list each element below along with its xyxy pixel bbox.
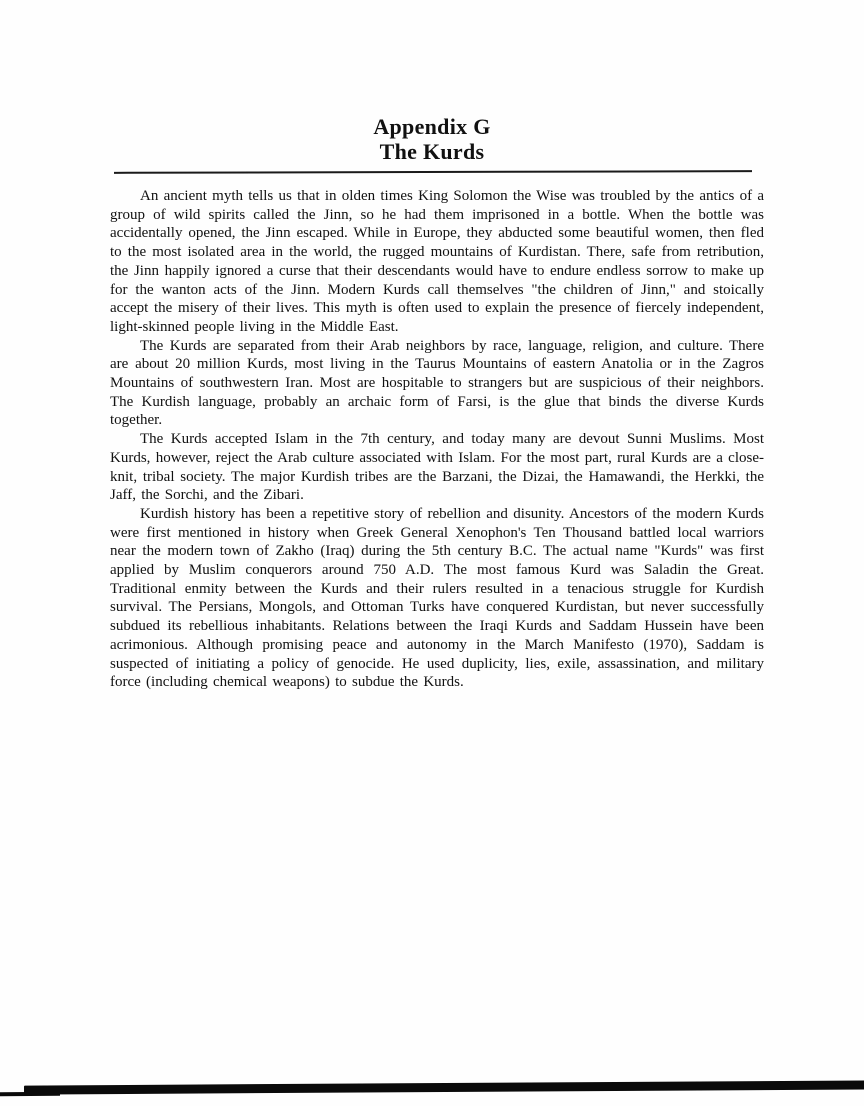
document-body	[110, 187, 764, 692]
appendix-heading: Appendix G	[373, 114, 491, 139]
appendix-subheading: The Kurds	[379, 139, 485, 164]
paragraph-islam-tribes: The Kurds accepted Islam in the 7th century, and today many are devout Sunni Muslims. Most Kurds, however, reject the Arab culture associated with Islam. For the most part, rural Kurds are a close-knit, tribal society. The major Kurdish tribes are the Barzani, the Dizai, the Hamawandi, the Herkki, the Jaff, the Sorchi, and the Zibari.	[110, 431, 764, 504]
page-bottom-scan-bar	[24, 1080, 864, 1094]
title-block	[0, 0, 864, 164]
title-divider-line	[114, 170, 752, 174]
paragraph-separation: The Kurds are separated from their Arab neighbors by race, language, religion, and culture. There are about 20 million Kurds, most living in the Taurus Mountains of eastern Anatolia or in the Zagros Mountains of southwestern Iran. Most are hospitable to strangers but are suspicious of their neighbors. The Kurdish language, probably an archaic form of Farsi, is the glue that binds the diverse Kurds together.	[110, 337, 764, 429]
paragraph-history: Kurdish history has been a repetitive story of rebellion and disunity. Ancestors of the modern Kurds were first mentioned in history when Greek General Xenophon's Ten Thousand battled local warriors near the modern town of Zakho (Iraq) during the 5th century B.C. The actual name "Kurds" was first applied by Muslim conquerors around 750 A.D. The most famous Kurd was Saladin the Great. Traditional enmity between the Kurds and their rulers resulted in a tenacious struggle for Kurdish survival. The Persians, Mongols, and Ottoman Turks have conquered Kurdistan, but never successfully subdued its rebellious inhabitants. Relations between the Iraqi Kurds and Saddam Hussein have been acrimonious. Although promising peace and autonomy in the March Manifesto (1970), Saddam is suspected of initiating a policy of genocide. He used duplicity, lies, exile, assassination, and military force (including chemical weapons) to subdue the Kurds.	[110, 505, 764, 691]
paragraph-myth: An ancient myth tells us that in olden times King Solomon the Wise was troubled by the antics of a group of wild spirits called the Jinn, so he had them imprisoned in a bottle. When the bottle was accidentally opened, the Jinn escaped. While in Europe, they abducted some beautiful women, then fled to the most isolated area in the world, the rugged mountains of Kurdistan. There, safe from retribution, the Jinn happily ignored a curse that their descendants would have to endure endless sorrow to make up for the wanton acts of the Jinn. Modern Kurds call themselves "the children of Jinn," and stoically accept the misery of their lives. This myth is often used to explain the presence of fiercely independent, light-skinned people living in the Middle East.	[110, 188, 764, 335]
